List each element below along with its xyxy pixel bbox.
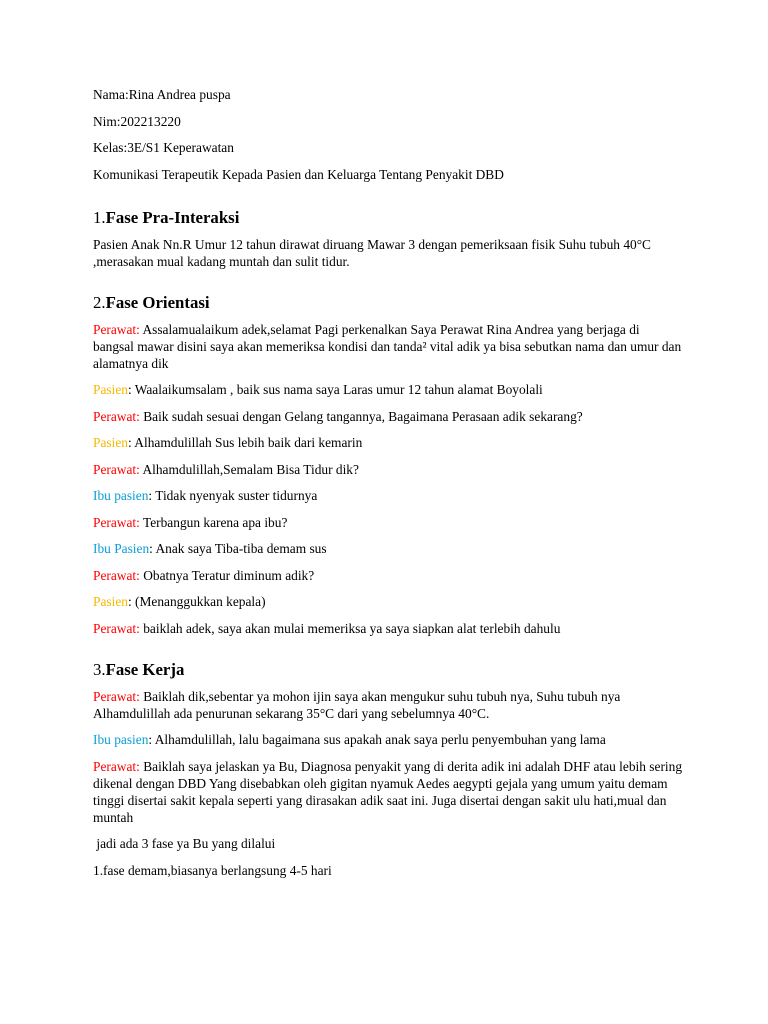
speaker-label: Perawat: <box>93 620 140 636</box>
dialogue-text: Assalamualaikum adek,selamat Pagi perkenalkan Saya Perawat Rina Andrea yang berjaga di bangsal mawar disini saya akan memeriksa kondisi dan tanda² vital adik ya bisa sebutkan nama dan umur dan alamatnya dik <box>93 321 682 371</box>
dialogue-line <box>93 688 683 722</box>
section-2-title: Fase Orientasi <box>105 292 210 312</box>
dialogue-text: Terbangun karena apa ibu? <box>139 514 288 530</box>
section-1-text: Pasien Anak Nn.R Umur 12 tahun dirawat diruang Mawar 3 dengan pemeriksaan fisik Suhu tubuh 40°C ,merasakan mual kadang muntah dan sulit tidur. <box>93 236 651 269</box>
dialogue-line <box>93 514 683 531</box>
section-3-heading <box>93 660 683 680</box>
dialogue-text: Alhamdulillah,Semalam Bisa Tidur dik? <box>139 461 359 477</box>
speaker-label: Ibu pasien <box>93 488 149 503</box>
section-1-title: Fase Pra-Interaksi <box>105 207 240 227</box>
dialogue-line <box>93 731 683 748</box>
dialogue-line <box>93 567 683 584</box>
dialogue-text: : Anak saya Tiba-tiba demam sus <box>149 541 327 556</box>
dialogue-line <box>93 487 683 504</box>
speaker-label: Perawat: <box>93 567 140 583</box>
speaker-label: Perawat: <box>93 321 140 337</box>
phase-item: 1.fase demam,biasanya berlangsung 4-5 hari <box>93 862 332 878</box>
dialogue-text: : Tidak nyenyak suster tidurnya <box>148 488 318 503</box>
document-page <box>93 86 683 888</box>
section-1-number: 1. <box>93 207 106 227</box>
speaker-label: Pasien <box>93 435 128 450</box>
dialogue-text: : Alhamdulillah, lalu bagaimana sus apakah anak saya perlu penyembuhan yang lama <box>148 732 606 747</box>
dialogue-line <box>93 381 683 398</box>
speaker-label: Perawat: <box>93 408 140 424</box>
dialogue-text: Obatnya Teratur diminum adik? <box>139 567 315 583</box>
document-title: Komunikasi Terapeutik Kepada Pasien dan Keluarga Tentang Penyakit DBD <box>93 166 504 182</box>
dialogue-line <box>93 620 683 637</box>
speaker-label: Ibu Pasien <box>93 541 150 556</box>
speaker-label: Perawat: <box>93 758 140 774</box>
section-2-heading <box>93 293 683 313</box>
speaker-label: Ibu pasien <box>93 732 149 747</box>
student-nim: Nim:202213220 <box>93 113 181 129</box>
dialogue-text: Baiklah dik,sebentar ya mohon ijin saya akan mengukur suhu tubuh nya, Suhu tubuh nya Alhamdulillah ada penurunan sekarang 35°C dari yang sebelumnya 40°C. <box>93 688 621 721</box>
dialogue-text: Baiklah saya jelaskan ya Bu, Diagnosa penyakit yang di derita adik ini adalah DHF atau lebih sering dikenal dengan DBD Yang disebabkan oleh gigitan nyamuk Aedes aegypti gejala yang umum yaitu demam tinggi disertai sakit kepala seperti yang dirasakan adik saat ini. Juga disertai dengan sakit ulu hati,mual dan muntah <box>93 758 683 825</box>
section-2-dialogue <box>93 321 683 637</box>
speaker-label: Pasien <box>93 594 128 609</box>
dialogue-line <box>93 408 683 425</box>
dialogue-line <box>93 758 683 826</box>
section-3-title: Fase Kerja <box>105 659 185 679</box>
phase-intro: jadi ada 3 fase ya Bu yang dilalui <box>93 836 276 851</box>
speaker-label: Perawat: <box>93 461 140 477</box>
section-1-heading <box>93 208 683 228</box>
section-3-dialogue <box>93 688 683 879</box>
section-3-number: 3. <box>93 659 106 679</box>
dialogue-line <box>93 461 683 478</box>
speaker-label: Perawat: <box>93 688 140 704</box>
speaker-label: Perawat: <box>93 514 140 530</box>
dialogue-line <box>93 434 683 451</box>
section-2-number: 2. <box>93 292 106 312</box>
dialogue-text: baiklah adek, saya akan mulai memeriksa ya saya siapkan alat terlebih dahulu <box>139 620 561 636</box>
student-class: Kelas:3E/S1 Keperawatan <box>93 140 234 155</box>
dialogue-text: : Waalaikumsalam , baik sus nama saya Laras umur 12 tahun alamat Boyolali <box>127 382 543 397</box>
dialogue-text: : (Menanggukkan kepala) <box>127 594 266 609</box>
dialogue-text: Baik sudah sesuai dengan Gelang tangannya, Bagaimana Perasaan adik sekarang? <box>139 408 583 424</box>
dialogue-text: : Alhamdulillah Sus lebih baik dari kemarin <box>127 435 363 450</box>
speaker-label: Pasien <box>93 382 128 397</box>
dialogue-line <box>93 540 683 557</box>
dialogue-line <box>93 593 683 610</box>
student-name: Nama:Rina Andrea puspa <box>93 87 231 102</box>
dialogue-line <box>93 321 683 372</box>
